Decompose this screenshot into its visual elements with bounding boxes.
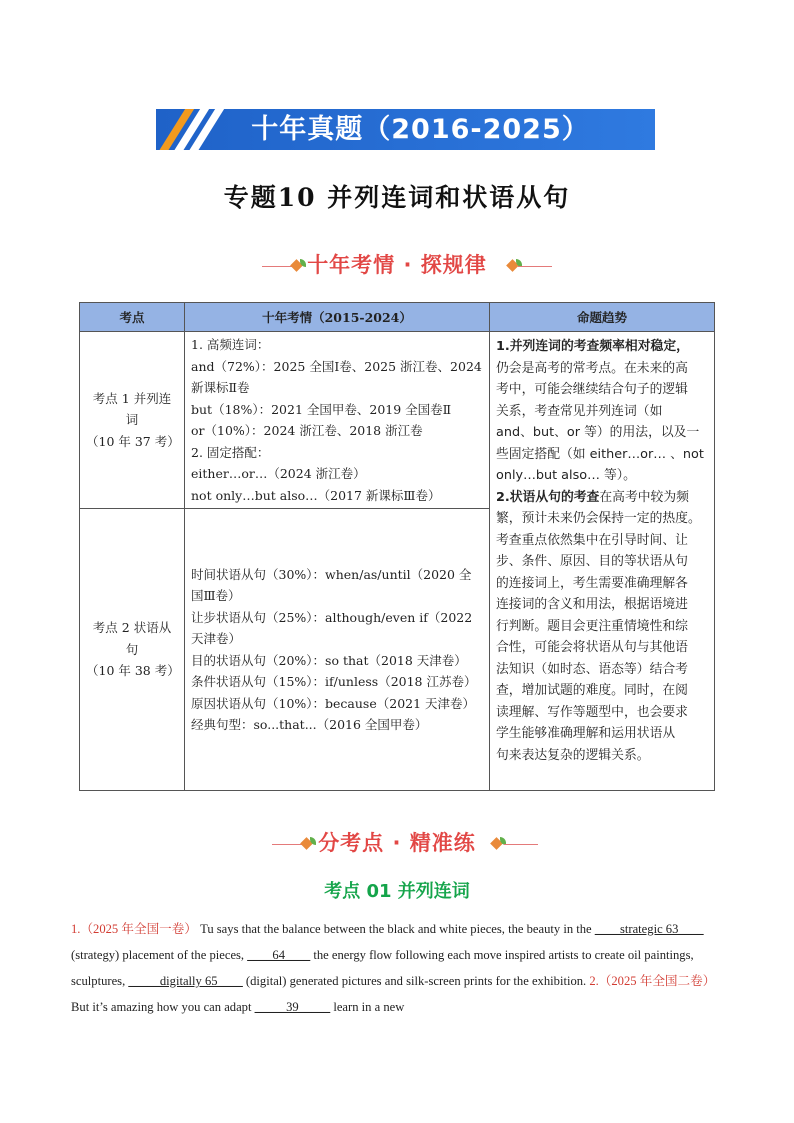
detail-line: 天津卷） bbox=[191, 631, 242, 646]
header-trend: 命题趋势 bbox=[490, 303, 715, 332]
table-row bbox=[80, 332, 715, 509]
exercise-passage bbox=[71, 916, 719, 1020]
trend-line: only…but also… 等）。 bbox=[496, 468, 636, 483]
header-history: 十年考情（2015-2024） bbox=[185, 303, 490, 332]
trend-line: 些固定搭配（如 either…or… 、not bbox=[496, 446, 704, 462]
passage-text: (digital) generated pictures and silk-screen prints for the exhibition. bbox=[242, 974, 590, 988]
detail-line: but（18%）：2021 全国甲卷、2019 全国卷Ⅱ bbox=[191, 401, 452, 417]
detail-line: 目的状语从句（20%）：so that（2018 天津卷） bbox=[191, 652, 467, 668]
header-point: 考点 bbox=[80, 303, 185, 332]
point-line: 考点 2 状语从 bbox=[92, 620, 172, 636]
detail-line: or（10%）：2024 浙江卷、2018 浙江卷 bbox=[191, 423, 423, 438]
detail-line: 1. 高频连词： bbox=[191, 337, 270, 352]
question-label: 2.（2025 年全国二卷） bbox=[589, 974, 716, 988]
trend-line: 考中，可能会继续结合句子的逻辑 bbox=[496, 382, 688, 397]
trend-line: 在高考中较为频 bbox=[599, 489, 689, 505]
trend-heading-1: 1.并列连词的考查频率相对稳定， bbox=[496, 339, 689, 354]
detail-line: 时间状语从句（30%）：when/as/until（2020 全 bbox=[191, 566, 472, 582]
section-title: 十年考情 · 探规律 bbox=[307, 253, 487, 277]
section-title: 分考点 · 精准练 bbox=[318, 831, 476, 855]
trend-line: and、but、or 等）的用法，以及一 bbox=[496, 425, 700, 440]
passage-text: Tu says that the balance between the black and white pieces, the beauty in the bbox=[196, 922, 592, 936]
point-line: 句 bbox=[125, 641, 139, 657]
point-line: 考点 1 并列连 bbox=[92, 390, 172, 406]
exam-analysis-table bbox=[79, 302, 715, 791]
detail-line: 条件状语从句（15%）：if/unless（2018 江苏卷） bbox=[191, 674, 477, 689]
topic-subheading: 考点 01 并列连词 bbox=[324, 881, 470, 902]
history-cell bbox=[185, 509, 490, 791]
trend-cell bbox=[490, 332, 715, 791]
detail-line: 2. 固定搭配： bbox=[191, 444, 270, 460]
trend-line: 法知识（如时态、语态等）结合考 bbox=[496, 661, 688, 677]
table-header-row bbox=[80, 303, 715, 332]
detail-line: 新课标Ⅱ卷 bbox=[191, 380, 250, 395]
section-heading-2 bbox=[0, 828, 794, 858]
history-cell bbox=[185, 332, 490, 509]
trend-line: 繁，预计未来仍会保持一定的热度。 bbox=[496, 511, 701, 526]
document-title: 专题10 并列连词和状语从句 bbox=[223, 183, 571, 212]
point-cell bbox=[80, 332, 185, 509]
detail-line: 国Ⅲ卷） bbox=[191, 588, 241, 603]
passage-text: (strategy) placement of the pieces, bbox=[71, 948, 248, 962]
trend-line: 行判断。题目会更注重情境性和综 bbox=[496, 618, 688, 634]
passage-text: learn in a new bbox=[330, 1000, 405, 1014]
answer-blank: _____39_____ bbox=[254, 1000, 331, 1014]
banner-title: 十年真题（2016-2025） bbox=[251, 114, 590, 145]
trend-line: 读理解、写作等题型中，也会要求 bbox=[496, 704, 688, 720]
point-line: （10 年 37 考） bbox=[86, 433, 180, 449]
question-label: 1.（2025 年全国一卷） bbox=[71, 922, 197, 936]
detail-line: not only…but also…（2017 新课标Ⅲ卷） bbox=[191, 487, 441, 503]
trend-line: 仍会是高考的常考点。在未来的高 bbox=[496, 360, 688, 376]
point-line: 词 bbox=[125, 412, 139, 428]
detail-line: 原因状语从句（10%）：because（2021 天津卷） bbox=[191, 695, 476, 711]
section-heading-1 bbox=[0, 250, 794, 280]
decor-line bbox=[504, 844, 538, 845]
trend-line: 查，增加试题的难度。同时，在阅 bbox=[496, 683, 688, 698]
title-banner bbox=[156, 109, 655, 150]
trend-line: 步、条件、原因、目的等状语从句 bbox=[496, 554, 688, 569]
answer-blank: _____digitally 65____ bbox=[128, 974, 243, 988]
decor-line bbox=[518, 266, 552, 267]
trend-line: 考查重点依然集中在引导时间、让 bbox=[496, 532, 688, 548]
detail-line: either…or…（2024 浙江卷） bbox=[191, 466, 366, 481]
passage-text: But it’s amazing how you can adapt bbox=[71, 1000, 255, 1014]
detail-line: 经典句型：so...that...（2016 全国甲卷） bbox=[191, 717, 428, 732]
answer-blank: ____strategic 63____ bbox=[594, 922, 704, 936]
detail-line: 让步状语从句（25%）：although/even if（2022 bbox=[191, 609, 473, 625]
trend-line: 句来表达复杂的逻辑关系。 bbox=[496, 747, 650, 763]
point-cell bbox=[80, 509, 185, 791]
answer-blank: ____64____ bbox=[247, 948, 311, 962]
detail-line: and（72%）：2025 全国Ⅰ卷、2025 浙江卷、2024 bbox=[191, 358, 482, 374]
trend-line: 合性，可能会将状语从句与其他语 bbox=[496, 640, 688, 655]
trend-heading-2: 2.状语从句的考查 bbox=[496, 489, 600, 505]
trend-line: 连接词的含义和用法，根据语境进 bbox=[496, 597, 688, 612]
point-line: （10 年 38 考） bbox=[86, 663, 180, 679]
passage-text: the energy flow following each move inspired artists to create oil paintings, sculptures, bbox=[71, 948, 694, 988]
trend-line: 的连接词上，考生需要准确理解各 bbox=[496, 575, 688, 591]
trend-line: 学生能够准确理解和运用状语从 bbox=[496, 726, 676, 741]
trend-line: 关系，考查常见并列连词（如 bbox=[496, 403, 663, 419]
